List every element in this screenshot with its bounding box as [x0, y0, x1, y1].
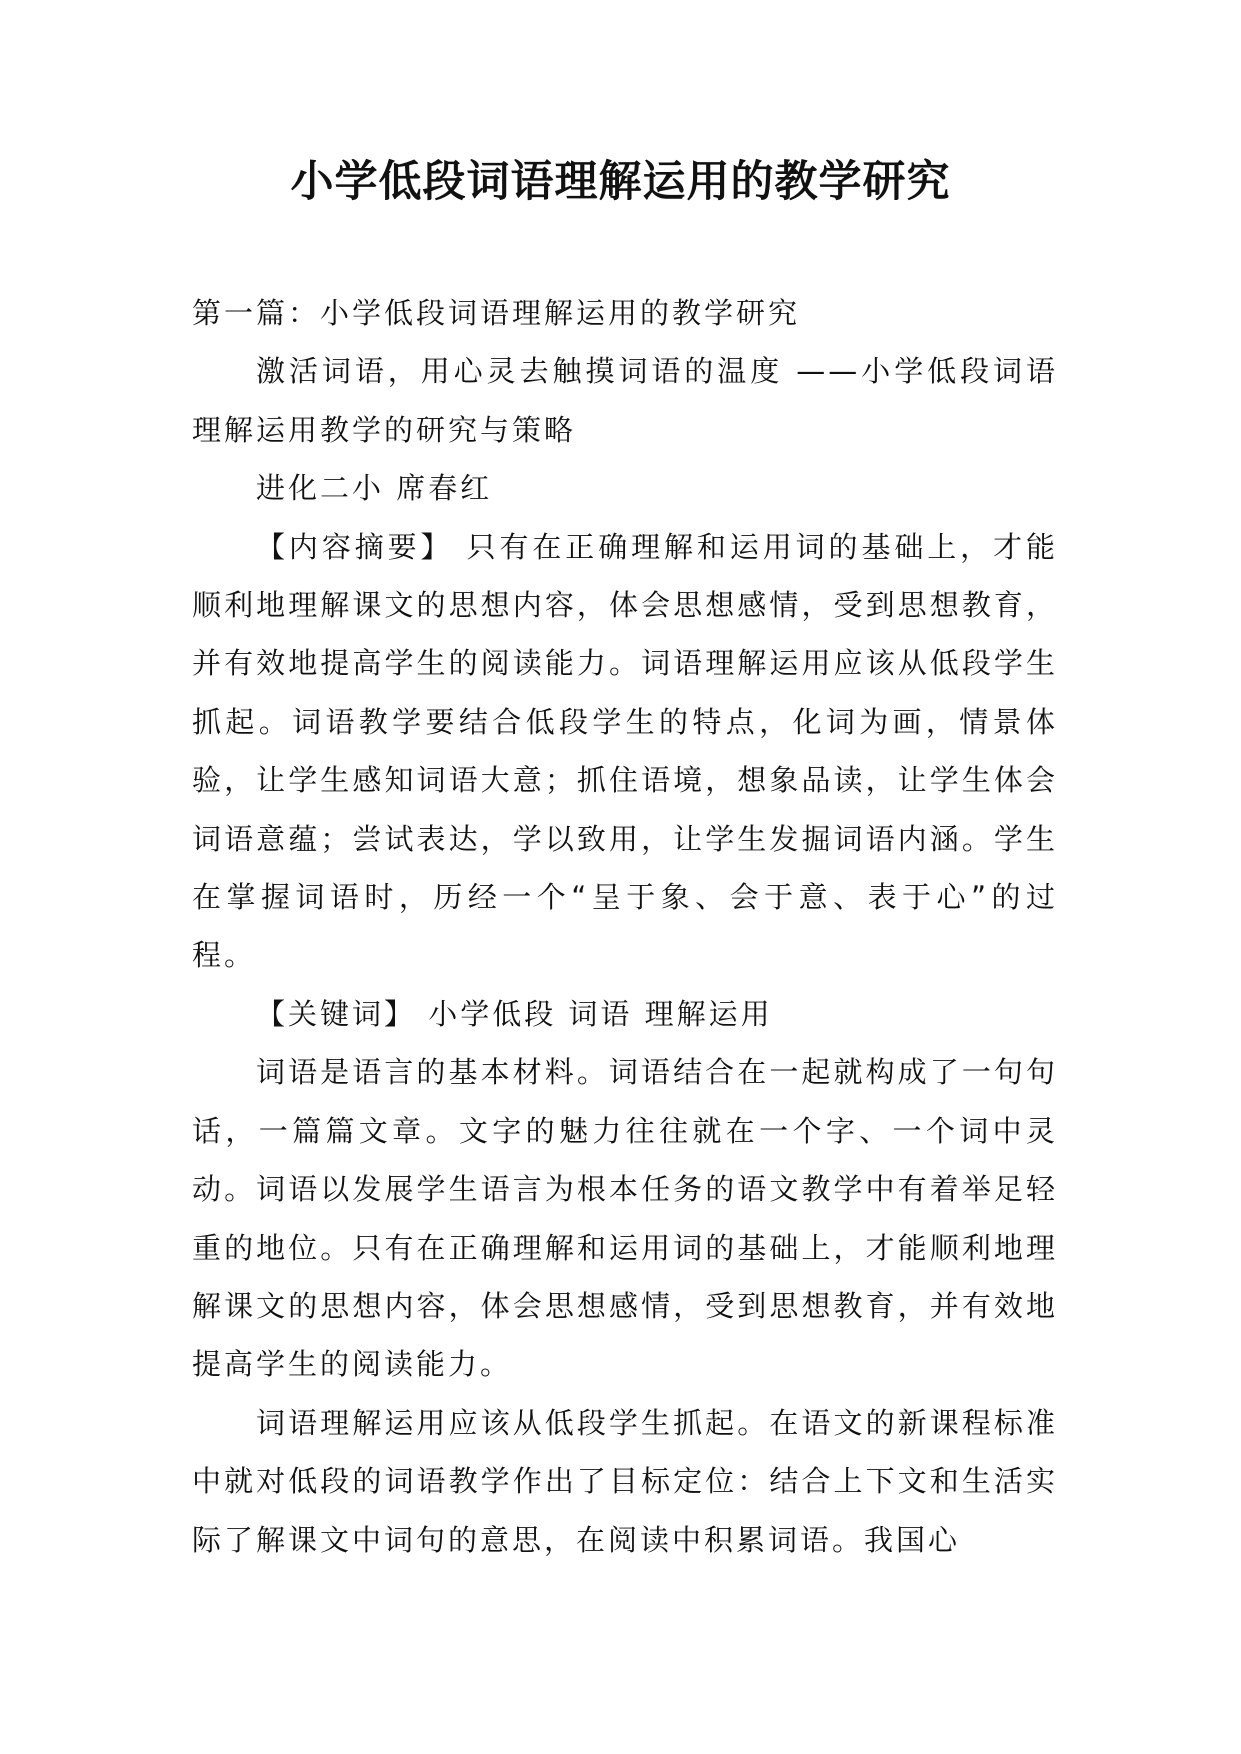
subtitle-paragraph: 激活词语，用心灵去触摸词语的温度 ——小学低段词语理解运用教学的研究与策略: [192, 354, 1058, 447]
document-title: 小学低段词语理解运用的教学研究: [290, 157, 951, 207]
document-body: [192, 284, 1058, 1569]
keywords-line: 【关键词】 小学低段 词语 理解运用: [256, 996, 773, 1031]
abstract-paragraph: 【内容摘要】 只有在正确理解和运用词的基础上，才能顺利地理解课文的思想内容，体会思想感情，受到思想教育，并有效地提高学生的阅读能力。词语理解运用应该从低段学生抓起。词语教学要结合低段学生的特点，化词为画，情景体验，让学生感知词语大意；抓住语境，想象品读，让学生体会词语意蕴；尝试表达，学以致用，让学生发掘词语内涵。学生在掌握词语时，历经一个“呈于象、会于意、表于心”的过程。: [192, 529, 1058, 973]
author-line: 进化二小 席春红: [256, 471, 493, 506]
body-paragraph-2: 词语理解运用应该从低段学生抓起。在语文的新课程标准中就对低段的词语教学作出了目标定位：结合上下文和生活实际了解课文中词句的意思，在阅读中积累词语。我国心: [192, 1405, 1058, 1557]
body-paragraph-1: 词语是语言的基本材料。词语结合在一起就构成了一句句话，一篇篇文章。文字的魅力往往就在一个字、一个词中灵动。词语以发展学生语言为根本任务的语文教学中有着举足轻重的地位。只有在正确理解和运用词的基础上，才能顺利地理解课文的思想内容，体会思想感情，受到思想教育，并有效地提高学生的阅读能力。: [192, 1055, 1058, 1382]
section-heading: 第一篇：小学低段词语理解运用的教学研究: [192, 296, 801, 330]
